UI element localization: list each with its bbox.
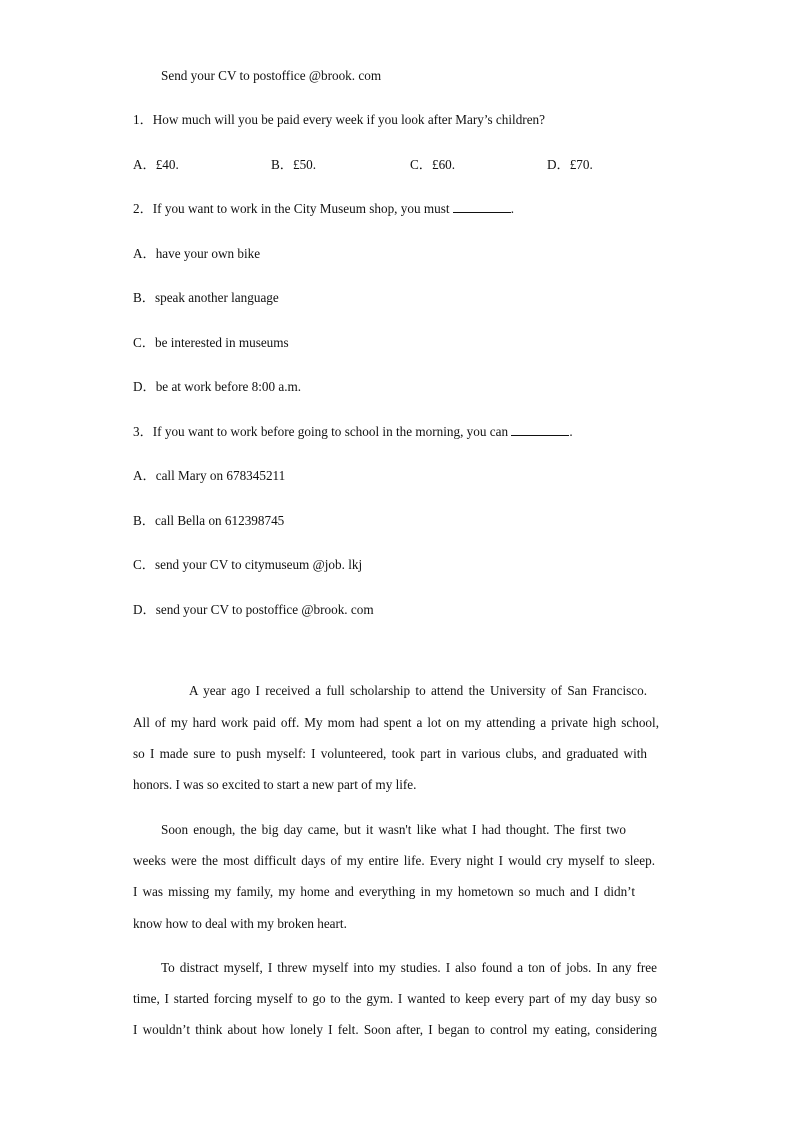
question-1-option-c: C．£60. xyxy=(410,157,456,172)
passage-p1-line-3: so I made sure to push myself: I volunteered, took part in various clubs, and graduated with xyxy=(133,746,647,761)
question-1-option-b: B．£50. xyxy=(271,157,317,172)
question-2-stem xyxy=(133,201,514,217)
question-3-stem xyxy=(133,424,573,440)
passage-p3-line-2: time, I started forcing myself to go to the gym. I wanted to keep every part of my day busy so xyxy=(133,991,657,1006)
question-3-stem-text: 3．If you want to work before going to school in the morning, you can xyxy=(133,424,509,439)
passage-p2-line-3: I was missing my family, my home and everything in my hometown so much and I didn’t xyxy=(133,884,635,899)
question-3-option-b: B．call Bella on 612398745 xyxy=(133,513,285,528)
question-2-option-c: C．be interested in museums xyxy=(133,335,289,350)
intro-line: Send your CV to postoffice @brook. com xyxy=(161,68,382,83)
question-1-option-d: D．£70. xyxy=(547,157,593,172)
passage-p2-line-2: weeks were the most difficult days of my entire life. Every night I would cry myself to sleep. xyxy=(133,853,655,868)
question-2-option-a: A．have your own bike xyxy=(133,246,261,261)
question-2-option-d: D．be at work before 8:00 a.m. xyxy=(133,379,302,394)
question-1-option-a: A．£40. xyxy=(133,157,179,172)
passage-p1-line-1: A year ago I received a full scholarship to attend the University of San Francisco. xyxy=(189,683,647,698)
question-1-stem: 1．How much will you be paid every week if you look after Mary’s children? xyxy=(133,112,545,127)
passage-p3-line-1: To distract myself, I threw myself into my studies. I also found a ton of jobs. In any free xyxy=(161,960,657,975)
passage-p2-line-1: Soon enough, the big day came, but it wasn't like what I had thought. The first two xyxy=(161,822,626,837)
passage-p1-line-2: All of my hard work paid off. My mom had spent a lot on my attending a private high school, xyxy=(133,715,659,730)
question-2-stem-end: . xyxy=(510,201,515,216)
passage-p1-line-4: honors. I was so excited to start a new part of my life. xyxy=(133,777,417,792)
question-2-stem-text: 2．If you want to work in the City Museum shop, you must xyxy=(133,201,450,216)
answer-blank xyxy=(511,424,569,436)
passage-p2-line-4: know how to deal with my broken heart. xyxy=(133,916,347,931)
passage-p3-line-3: I wouldn’t think about how lonely I felt. Soon after, I began to control my eating, considering xyxy=(133,1022,657,1037)
question-2-option-b: B．speak another language xyxy=(133,290,279,305)
answer-blank xyxy=(453,201,511,213)
question-3-option-a: A．call Mary on 678345211 xyxy=(133,468,286,483)
question-3-option-d: D．send your CV to postoffice @brook. com xyxy=(133,602,374,617)
question-3-option-c: C．send your CV to citymuseum @job. lkj xyxy=(133,557,363,572)
question-3-stem-end: . xyxy=(569,424,573,439)
question-1-options xyxy=(133,157,653,173)
